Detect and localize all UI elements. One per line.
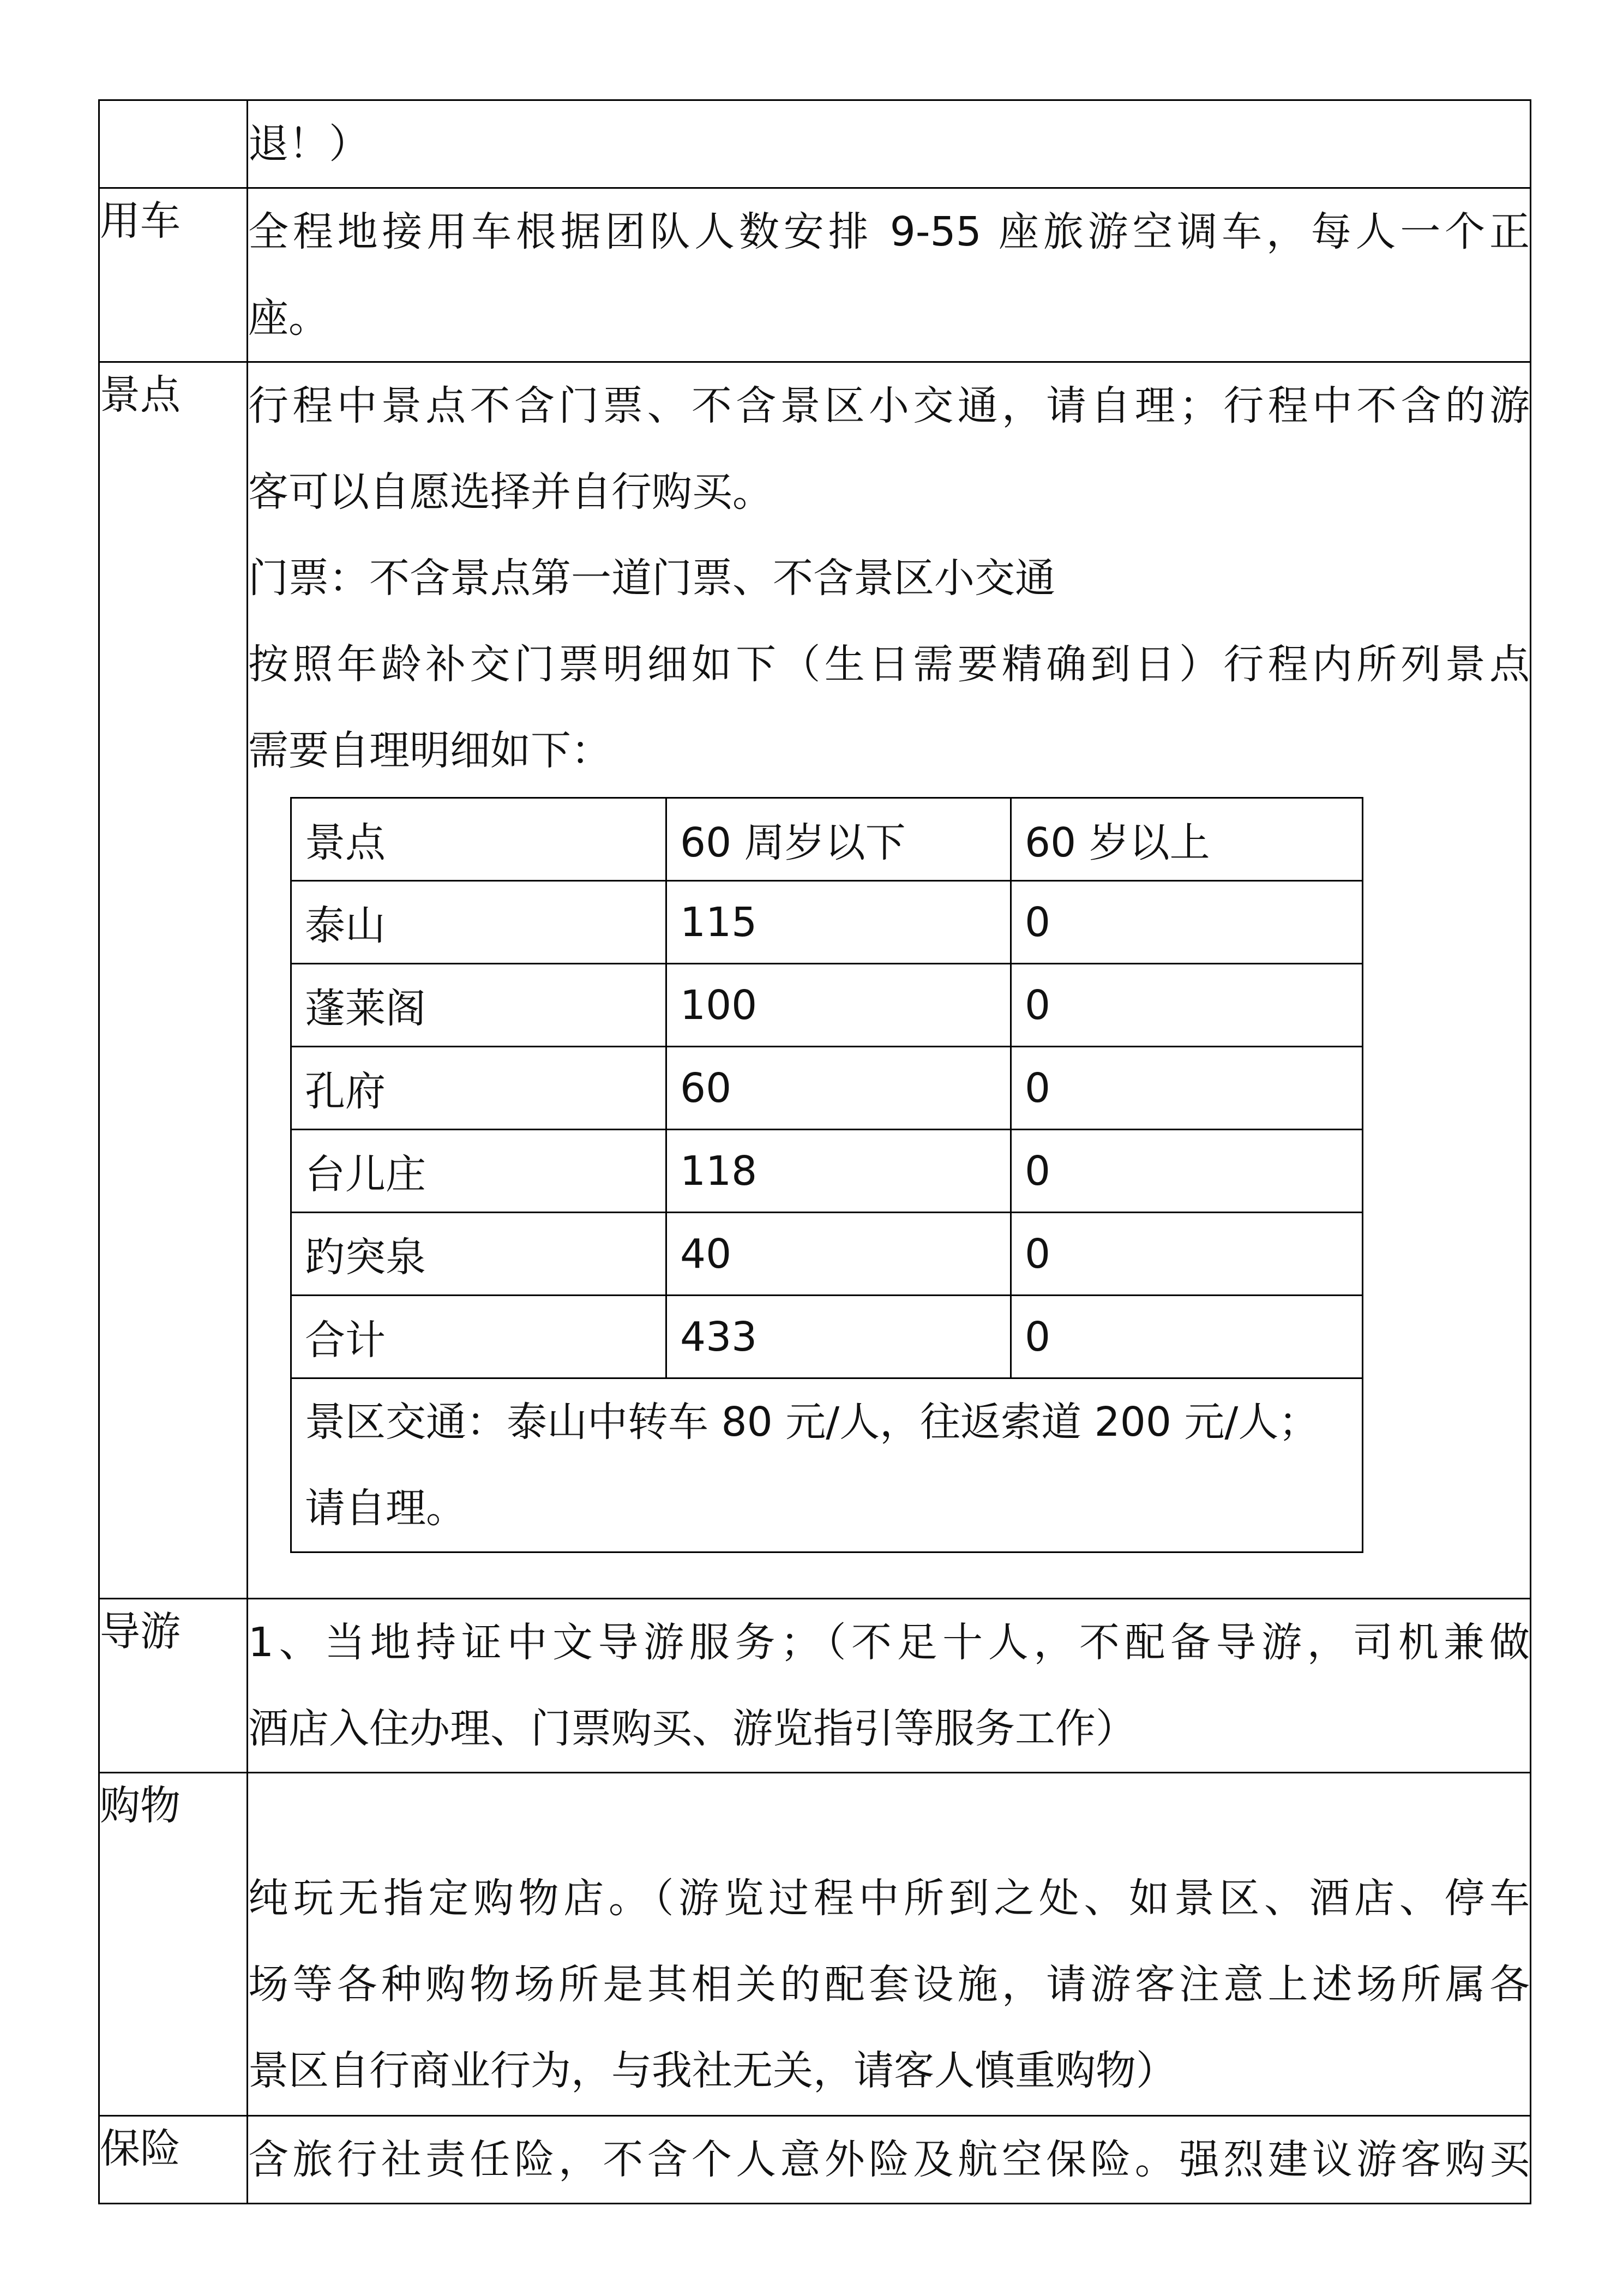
row-scenic: [99, 362, 1531, 1599]
fee-over60-value: 0: [1011, 1213, 1363, 1296]
fee-note-line-1: 景区交通：泰山中转车 80 元/人，往返索道 200 元/人；: [305, 1399, 1319, 1446]
fee-over60-value: 0: [1011, 1047, 1363, 1130]
fee-total-label: 合计: [291, 1296, 666, 1378]
fee-table-row: [291, 1213, 1363, 1296]
fee-under60-value: 40: [666, 1213, 1011, 1296]
insurance-line-1: 含旅行社责任险，不含个人意外险及航空保险。强烈建议游客购买: [248, 2136, 1530, 2183]
scenic-line-5: 需要自理明细如下：: [248, 727, 611, 774]
fee-total-over60: 0: [1011, 1296, 1363, 1378]
fee-over60-value: 0: [1011, 1130, 1363, 1213]
vehicle-line-1: 全程地接用车根据团队人数安排 9-55 座旅游空调车，每人一个正: [248, 208, 1530, 255]
fee-note-cell: [291, 1378, 1363, 1552]
continuation-text: 退！）: [248, 121, 369, 167]
fee-site-name: 泰山: [291, 881, 666, 964]
row-label-empty: [99, 100, 248, 188]
row-content-shopping: [248, 1773, 1531, 2116]
row-content-scenic: [248, 362, 1531, 1599]
fee-table-row: [291, 1130, 1363, 1213]
row-content-guide: [248, 1599, 1531, 1773]
fee-table-row: [291, 964, 1363, 1047]
row-top-continuation: [99, 100, 1531, 188]
fee-table-total-row: [291, 1296, 1363, 1378]
fee-over60-value: 0: [1011, 881, 1363, 964]
fee-site-name: 台儿庄: [291, 1130, 666, 1213]
row-content-insurance: [248, 2116, 1531, 2204]
row-content-continuation: [248, 100, 1531, 188]
fee-header-under60: 60 周岁以下: [666, 798, 1011, 881]
row-shopping: [99, 1773, 1531, 2116]
row-label-scenic: 景点: [99, 362, 248, 1599]
fee-note-line-2: 请自理。: [305, 1485, 466, 1532]
row-label-shopping: 购物: [99, 1773, 248, 2116]
fee-header-over60: 60 岁以上: [1011, 798, 1363, 881]
row-vehicle: [99, 188, 1531, 362]
itinerary-terms-table: [98, 99, 1531, 2204]
row-label-vehicle: 用车: [99, 188, 248, 362]
fee-site-name: 蓬莱阁: [291, 964, 666, 1047]
fee-header-site: 景点: [291, 798, 666, 881]
vehicle-line-2: 座。: [248, 295, 329, 341]
fee-site-name: 孔府: [291, 1047, 666, 1130]
fee-over60-value: 0: [1011, 964, 1363, 1047]
scenic-line-1: 行程中景点不含门票、不含景区小交通，请自理；行程中不含的游: [248, 382, 1530, 429]
fee-table-note-row: [291, 1378, 1363, 1552]
fee-under60-value: 60: [666, 1047, 1011, 1130]
guide-line-2: 酒店入住办理、门票购买、游览指引等服务工作）: [248, 1705, 1136, 1752]
scenic-line-2: 客可以自愿选择并自行购买。: [248, 469, 773, 515]
fee-table-row: [291, 881, 1363, 964]
row-content-vehicle: [248, 188, 1531, 362]
fee-table-row: [291, 1047, 1363, 1130]
fee-total-under60: 433: [666, 1296, 1011, 1378]
guide-line-1: 1、当地持证中文导游服务；（不足十人，不配备导游，司机兼做: [248, 1619, 1530, 1666]
ticket-fee-table: [290, 797, 1363, 1553]
row-label-insurance: 保险: [99, 2116, 248, 2204]
fee-table-header-row: [291, 798, 1363, 881]
shopping-line-2: 场等各种购物场所是其相关的配套设施，请游客注意上述场所属各: [248, 1961, 1530, 2008]
row-label-guide: 导游: [99, 1599, 248, 1773]
fee-under60-value: 100: [666, 964, 1011, 1047]
fee-under60-value: 115: [666, 881, 1011, 964]
scenic-line-3: 门票：不含景点第一道门票、不含景区小交通: [248, 555, 1055, 602]
shopping-line-1: 纯玩无指定购物店。（游览过程中所到之处、如景区、酒店、停车: [248, 1875, 1530, 1922]
row-insurance: [99, 2116, 1531, 2204]
fee-under60-value: 118: [666, 1130, 1011, 1213]
scenic-line-4: 按照年龄补交门票明细如下（生日需要精确到日）行程内所列景点: [248, 641, 1530, 688]
shopping-line-3: 景区自行商业行为，与我社无关，请客人慎重购物）: [248, 2047, 1176, 2094]
fee-site-name: 趵突泉: [291, 1213, 666, 1296]
row-guide: [99, 1599, 1531, 1773]
